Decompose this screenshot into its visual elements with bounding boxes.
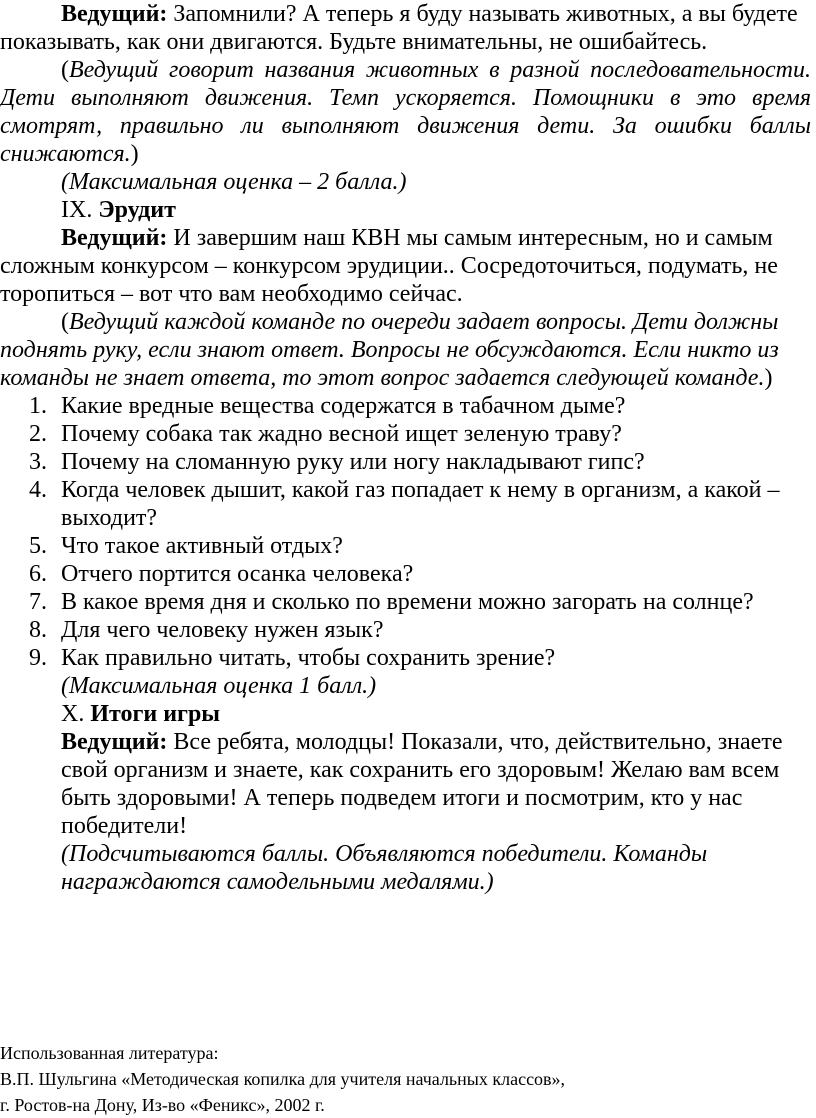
list-item [0,560,816,588]
speaker-label: Ведущий: [61,225,168,251]
stage-direction-paragraph [0,840,816,896]
host-speech-paragraph [0,728,816,840]
speech-text: И завершим наш КВН мы самым интересным, но и самым сложным конкурсом – конкурсом эрудиции.. Сосредоточиться, подумать, не торопиться – вот что вам необходимо сейчас. [0,225,778,307]
item-number: 6. [29,561,47,587]
stage-direction-text: Ведущий говорит названия животных в разной последовательности. Дети выполняют движения. Темп ускоряется. Помощники в это время смотрят, правильно ли выполняют движения дети. За ошибки баллы снижаются. [0,57,811,167]
max-score-text: (Максимальная оценка – 2 балла.) [61,169,407,195]
max-score-note [0,672,816,700]
section-heading-results [0,700,816,728]
item-text: Как правильно читать, чтобы сохранить зрение? [61,645,556,671]
close-paren: ) [130,141,139,167]
host-speech-paragraph [0,224,816,308]
references-heading: Использованная литература: [0,1043,219,1063]
list-item [0,420,816,448]
stage-direction-text: Ведущий каждой команде по очереди задает вопросы. Дети должны поднять руку, если знают ответ. Вопросы не обсуждаются. Если никто из команды не знает ответа, то этот вопрос задается следующей команде. [0,309,779,391]
item-text: Почему собака так жадно весной ищет зеленую траву? [61,421,622,447]
item-text: Для чего человеку нужен язык? [61,617,384,643]
list-item [0,448,816,476]
item-text: Когда человек дышит, какой газ попадает к нему в организм, а какой – выходит? [61,477,780,531]
references-section [0,1040,816,1118]
item-number: 1. [29,393,47,419]
item-text: В какое время дня и сколько по времени можно загорать на солнце? [61,589,754,615]
reference-entry: В.П. Шульгина «Методическая копилка для учителя начальных классов», [0,1069,566,1089]
list-item [0,392,816,420]
stage-direction-paragraph [0,56,816,168]
item-number: 2. [29,421,47,447]
stage-direction-paragraph [0,308,816,392]
questions-list [0,392,816,672]
open-paren: ( [61,57,69,83]
reference-entry: г. Ростов-на Дону, Из-во «Феникс», 2002 г. [0,1095,325,1115]
item-number: 3. [29,449,47,475]
stage-direction-text: (Подсчитываются баллы. Объявляются победители. Команды награждаются самодельными медалями.) [61,841,708,895]
item-text: Почему на сломанную руку или ногу накладывают гипс? [61,449,645,475]
item-number: 4. [29,477,47,503]
section-heading-erudite [0,196,816,224]
list-item [0,532,816,560]
item-number: 5. [29,533,47,559]
section-number: IX. [61,197,99,223]
item-text: Какие вредные вещества содержатся в табачном дыме? [61,393,626,419]
item-number: 8. [29,617,47,643]
max-score-text: (Максимальная оценка 1 балл.) [61,673,377,699]
section-title: Эрудит [98,197,176,223]
item-text: Отчего портится осанка человека? [61,561,414,587]
item-text: Что такое активный отдых? [61,533,343,559]
open-paren: ( [61,309,69,335]
close-paren: ) [764,365,773,391]
max-score-note [0,168,816,196]
speaker-label: Ведущий: [61,729,168,755]
section-title: Итоги игры [90,701,221,727]
section-number: X. [61,701,91,727]
list-item [0,588,816,616]
list-item [0,644,816,672]
speaker-label: Ведущий: [61,1,168,27]
speech-text: Запомнили? А теперь я буду называть животных, а вы будете показывать, как они двигаются. Будьте внимательны, не ошибайтесь. [0,1,798,55]
host-speech-paragraph [0,0,816,56]
list-item [0,476,816,532]
list-item [0,616,816,644]
speech-text: Все ребята, молодцы! Показали, что, действительно, знаете свой организм и знаете, как сохранить его здоровым! Желаю вам всем быть здоровыми! А теперь подведем итоги и посмотрим, кто у нас победители! [61,729,783,839]
item-number: 9. [29,645,47,671]
item-number: 7. [29,589,47,615]
